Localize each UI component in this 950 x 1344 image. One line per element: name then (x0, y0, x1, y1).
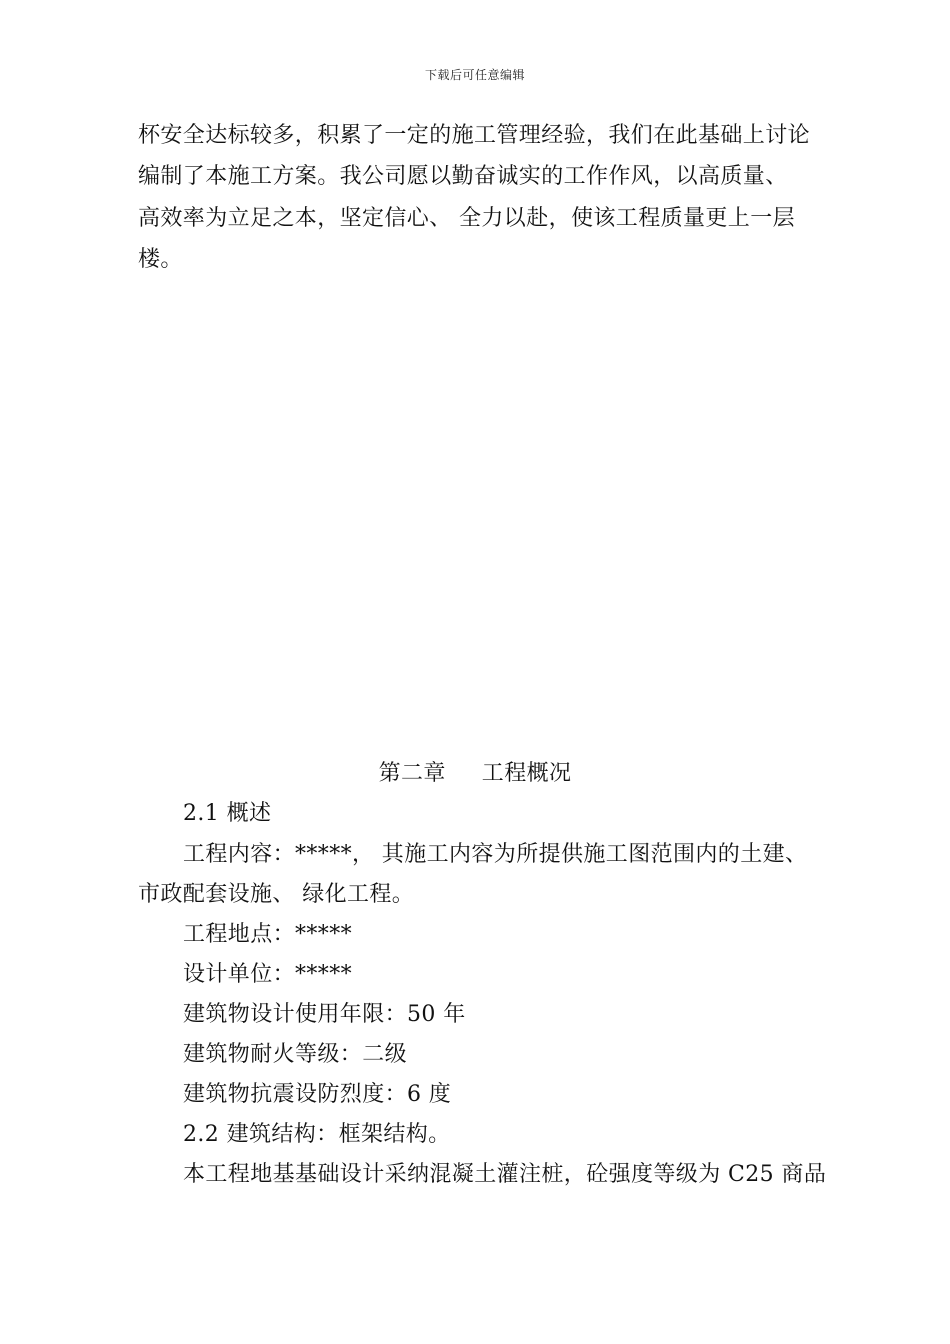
service-life: 建筑物设计使用年限：50 年 (183, 1002, 466, 1027)
chapter-title (0, 760, 950, 788)
intro-line-2: 编制了本施工方案。我公司愿以勤奋诚实的工作作风，以高质量、 (138, 164, 788, 189)
intro-line-3: 高效率为立足之本，坚定信心、 全力以赴，使该工程质量更上一层 (138, 206, 795, 231)
intro-line-4: 楼。 (138, 247, 183, 272)
intro-line-1: 杯安全达标较多，积累了一定的施工管理经验，我们在此基础上讨论 (138, 123, 811, 148)
project-content-line-1: 工程内容：*****， 其施工内容为所提供施工图范围内的土建、 (183, 842, 808, 867)
page-header-note: 下载后可任意编辑 (424, 68, 525, 82)
seismic-intensity: 建筑物抗震设防烈度：6 度 (183, 1082, 452, 1107)
project-content-line-2: 市政配套设施、 绿化工程。 (138, 882, 415, 907)
chapter-name: 工程概况 (481, 761, 572, 786)
chapter-number: 第二章 (378, 761, 446, 786)
section-2-1-heading: 2.1 概述 (183, 801, 272, 826)
fire-rating: 建筑物耐火等级：二级 (183, 1042, 408, 1067)
design-unit: 设计单位：***** (183, 962, 353, 987)
section-2-2-heading: 2.2 建筑结构：框架结构。 (183, 1122, 451, 1147)
project-location: 工程地点：***** (183, 922, 353, 947)
foundation-design-line: 本工程地基基础设计采纳混凝土灌注桩，砼强度等级为 C25 商品 (183, 1162, 827, 1187)
